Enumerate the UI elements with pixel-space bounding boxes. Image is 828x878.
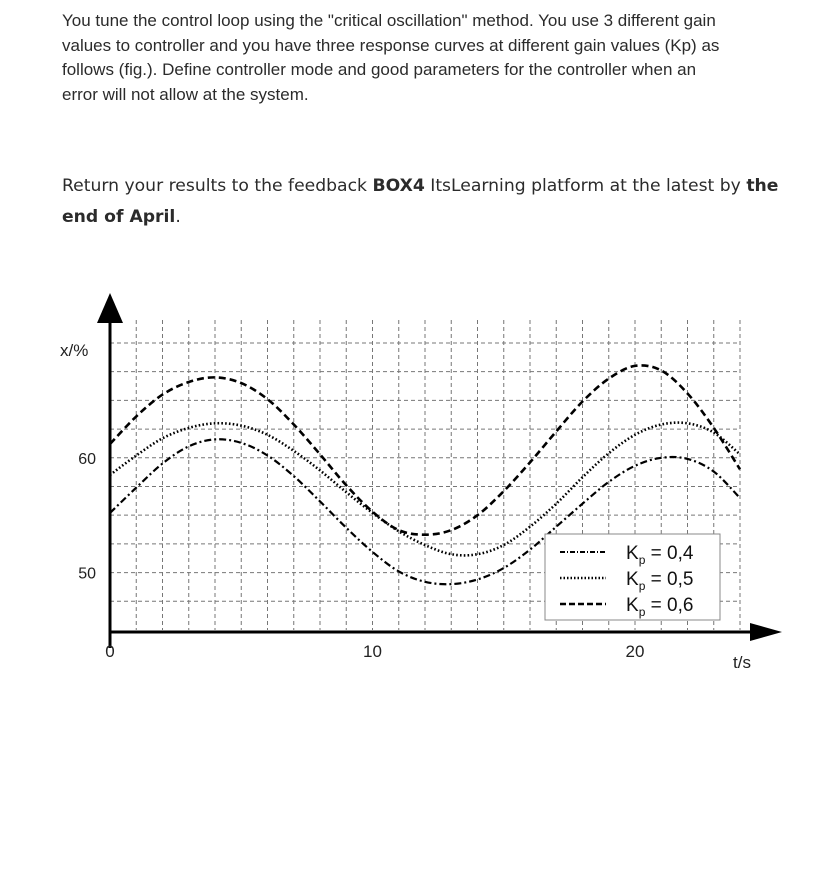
legend-label-kp-06: $K_p = 0,6$ — [626, 595, 694, 619]
y-axis-label: x/% — [60, 341, 89, 360]
notice-line-2 — [62, 202, 822, 233]
y-axis-arrow — [97, 293, 123, 323]
question-line-1: You tune the control loop using the "critical oscillation" method. You use 3 different gain — [62, 11, 716, 30]
y-tick-labels — [78, 451, 96, 583]
x-tick-labels — [105, 642, 644, 661]
notice-deadline-2: end of April — [62, 207, 176, 227]
submission-notice — [62, 171, 822, 233]
notice-period: . — [175, 207, 181, 227]
notice-text-2: ItsLearning platform at the latest by — [424, 176, 747, 196]
x-axis-arrow — [750, 623, 782, 641]
question-line-3: follows (fig.). Define controller mode and good parameters for the controller when an — [62, 60, 697, 79]
x-tick-label: 20 — [625, 642, 645, 661]
notice-box-name: BOX4 — [372, 176, 425, 196]
x-axis-label: t/s — [733, 653, 751, 672]
chart-legend — [545, 534, 720, 620]
question-text — [62, 9, 782, 107]
y-tick-label: 60 — [78, 450, 96, 468]
notice-line-1 — [62, 171, 822, 202]
question-line-2: values to controller and you have three response curves at different gain values (Kp) as — [62, 35, 720, 55]
notice-text-1: Return your results to the feedback — [62, 176, 373, 196]
y-tick-label: 50 — [78, 565, 96, 583]
question-line-4: error will not allow at the system. — [62, 84, 309, 104]
x-tick-label: 0 — [105, 642, 115, 661]
legend-label-kp-05: $K_p = 0,5$ — [626, 569, 694, 593]
legend-label-kp-04: $K_p = 0,4$ — [626, 543, 694, 567]
x-tick-label: 10 — [363, 642, 382, 661]
notice-deadline-1: the — [746, 176, 779, 196]
oscillation-chart — [0, 280, 828, 700]
